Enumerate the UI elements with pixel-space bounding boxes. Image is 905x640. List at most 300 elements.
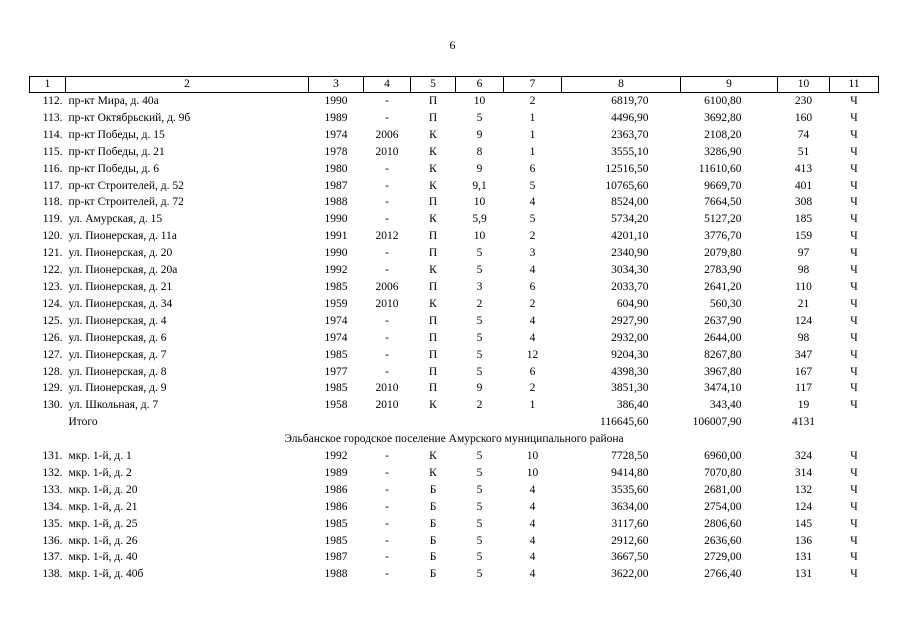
table-row: [30, 448, 879, 465]
living-area-cell: 2754,00: [704, 500, 742, 513]
ownership-cell: Ч: [850, 297, 858, 310]
living-area-cell: 3692,80: [704, 111, 742, 124]
address-cell: ул. Амурская, д. 15: [68, 213, 163, 226]
ownership-cell: Ч: [850, 500, 858, 513]
living-area-cell: 7070,80: [704, 466, 742, 479]
living-area-cell: 7664,50: [704, 196, 742, 209]
entrances-cell: 3: [529, 247, 536, 260]
address-cell: ул. Пионерская, д. 8: [68, 365, 167, 378]
floors-cell: 5: [476, 365, 483, 378]
floors-cell: 5: [476, 466, 483, 479]
total-area-cell: 3667,50: [611, 551, 649, 564]
address-cell: мкр. 1-й, д. 21: [68, 500, 138, 513]
address-cell: ул. Пионерская, д. 34: [68, 297, 173, 310]
entrances-cell: 6: [529, 162, 536, 175]
floors-cell: 5: [476, 314, 483, 327]
row-number-cell: [30, 414, 66, 431]
total-area-cell: 2912,60: [611, 534, 649, 547]
total-area-cell: 2363,70: [611, 128, 649, 141]
year-renovated-cell: -: [385, 365, 389, 378]
wall-material-cell: К: [429, 264, 437, 277]
year-built-cell: 1974: [324, 128, 348, 141]
living-area-cell: 9669,70: [704, 179, 742, 192]
total-area-cell: 7728,50: [611, 450, 649, 463]
total-area-cell: 604,90: [616, 297, 649, 310]
table-row: [30, 516, 879, 533]
year-renovated-cell: 2010: [375, 382, 399, 395]
entrances-cell: 10: [526, 450, 539, 463]
year-renovated-cell: -: [385, 466, 389, 479]
ownership-cell: Ч: [850, 213, 858, 226]
year-renovated-cell: -: [385, 331, 389, 344]
address-cell: ул. Пионерская, д. 20: [68, 247, 173, 260]
year-renovated-cell: 2012: [375, 230, 399, 243]
residents-cell: 98: [797, 331, 810, 344]
year-renovated-cell: -: [385, 247, 389, 260]
ownership-cell: Ч: [850, 145, 858, 158]
year-built-cell: 1992: [324, 450, 348, 463]
year-built-cell: 1988: [324, 568, 348, 581]
floors-cell: 8: [476, 145, 483, 158]
wall-material-cell: Б: [429, 568, 437, 581]
year-renovated-cell: -: [385, 348, 389, 361]
row-number-cell: 117.: [42, 179, 63, 192]
table-row: [30, 245, 879, 262]
entrances-cell: 2: [529, 297, 536, 310]
entrances-cell: 4: [529, 500, 536, 513]
ownership-cell: Ч: [850, 483, 858, 496]
row-number-cell: 138.: [42, 568, 63, 581]
row-number-cell: 127.: [42, 348, 63, 361]
total-area-cell: 3535,60: [611, 483, 649, 496]
residents-cell: 324: [794, 450, 813, 463]
row-number-cell: 128.: [42, 365, 63, 378]
table-row: [30, 127, 879, 144]
year-built-cell: 1986: [324, 483, 348, 496]
year-built-cell: 1989: [324, 466, 348, 479]
residents-cell: 159: [794, 230, 813, 243]
residents-cell: 230: [794, 95, 813, 107]
wall-material-cell: К: [429, 145, 437, 158]
wall-material-cell: П: [428, 365, 438, 378]
year-built-cell: 1986: [324, 500, 348, 513]
row-number-cell: 116.: [42, 162, 63, 175]
total-living-area-value: 106007,90: [692, 416, 742, 429]
total-area-cell: 4496,90: [611, 111, 649, 124]
living-area-cell: 2108,20: [704, 128, 742, 141]
table-row: [30, 262, 879, 279]
entrances-cell: 4: [529, 331, 536, 344]
total-area-cell: 8524,00: [611, 196, 649, 209]
floors-cell: 9: [476, 128, 483, 141]
year-renovated-cell: -: [385, 551, 389, 564]
section-row: [30, 431, 879, 448]
row-number-cell: 124.: [42, 297, 63, 310]
year-renovated-cell: -: [385, 500, 389, 513]
section-title: Эльбанское городское поселение Амурского муниципального района: [284, 433, 624, 446]
row-number-cell: 122.: [42, 264, 63, 277]
row-number-cell: 132.: [42, 466, 63, 479]
entrances-cell: 6: [529, 280, 536, 293]
address-cell: пр-кт Победы, д. 21: [68, 145, 165, 158]
total-area-cell: 3622,00: [611, 568, 649, 581]
living-area-cell: 3967,80: [704, 365, 742, 378]
residents-cell: 124: [794, 314, 813, 327]
row-number-cell: 112.: [42, 95, 63, 107]
wall-material-cell: П: [428, 111, 438, 124]
entrances-cell: 1: [529, 145, 536, 158]
entrances-cell: 4: [529, 314, 536, 327]
residents-cell: 136: [794, 534, 813, 547]
total-area-cell: 2033,70: [611, 280, 649, 293]
total-area-cell: 2932,00: [611, 331, 649, 344]
empty-cell: [456, 414, 504, 431]
wall-material-cell: К: [429, 213, 437, 226]
column-number-header: 2: [66, 77, 309, 93]
entrances-cell: 2: [529, 382, 536, 395]
address-cell: пр-кт Мира, д. 40а: [68, 95, 159, 107]
year-built-cell: 1990: [324, 213, 348, 226]
entrances-cell: 2: [529, 230, 536, 243]
living-area-cell: 6960,00: [704, 450, 742, 463]
page-number: 6: [449, 38, 456, 52]
floors-cell: 10: [473, 95, 486, 107]
ownership-cell: Ч: [850, 95, 858, 107]
wall-material-cell: П: [428, 95, 438, 107]
empty-cell: [411, 414, 456, 431]
table-row: [30, 93, 879, 110]
ownership-cell: Ч: [850, 230, 858, 243]
year-built-cell: 1990: [324, 247, 348, 260]
total-area-cell: 4201,10: [611, 230, 649, 243]
floors-cell: 5: [476, 500, 483, 513]
ownership-cell: Ч: [850, 568, 858, 581]
total-area-cell: 3851,30: [611, 382, 649, 395]
floors-cell: 5: [476, 551, 483, 564]
living-area-cell: 2783,90: [704, 264, 742, 277]
residents-cell: 131: [794, 551, 813, 564]
ownership-cell: Ч: [850, 466, 858, 479]
residents-cell: 74: [797, 128, 810, 141]
ownership-cell: Ч: [850, 264, 858, 277]
residents-cell: 124: [794, 500, 813, 513]
residents-cell: 21: [797, 297, 810, 310]
living-area-cell: 5127,20: [704, 213, 742, 226]
wall-material-cell: К: [429, 162, 437, 175]
row-number-cell: 125.: [42, 314, 63, 327]
year-built-cell: 1988: [324, 196, 348, 209]
year-built-cell: 1974: [324, 314, 348, 327]
living-area-cell: 3286,90: [704, 145, 742, 158]
empty-cell: [504, 414, 562, 431]
living-area-cell: 6100,80: [704, 95, 742, 107]
year-renovated-cell: -: [385, 213, 389, 226]
ownership-cell: Ч: [850, 551, 858, 564]
year-renovated-cell: -: [385, 95, 389, 107]
year-renovated-cell: -: [385, 534, 389, 547]
ownership-cell: Ч: [850, 517, 858, 530]
floors-cell: 9: [476, 382, 483, 395]
ownership-cell: Ч: [850, 534, 858, 547]
residents-cell: 413: [794, 162, 813, 175]
year-built-cell: 1985: [324, 280, 348, 293]
row-number-cell: 129.: [42, 382, 63, 395]
entrances-cell: 4: [529, 517, 536, 530]
address-cell: ул. Пионерская, д. 11а: [68, 230, 177, 243]
entrances-cell: 4: [529, 568, 536, 581]
address-cell: мкр. 1-й, д. 2: [68, 466, 132, 479]
year-built-cell: 1992: [324, 264, 348, 277]
year-renovated-cell: 2006: [375, 280, 399, 293]
floors-cell: 5: [476, 534, 483, 547]
ownership-cell: Ч: [850, 128, 858, 141]
total-area-cell: 3034,30: [611, 264, 649, 277]
total-area-cell: 4398,30: [611, 365, 649, 378]
year-renovated-cell: -: [385, 179, 389, 192]
table-row: [30, 211, 879, 228]
living-area-cell: 2644,00: [704, 331, 742, 344]
row-number-cell: 126.: [42, 331, 63, 344]
wall-material-cell: К: [429, 466, 437, 479]
residents-cell: 110: [795, 280, 812, 293]
address-cell: мкр. 1-й, д. 26: [68, 534, 138, 547]
row-number-cell: 115.: [42, 145, 63, 158]
wall-material-cell: П: [428, 230, 438, 243]
column-number-header: 11: [830, 77, 879, 93]
column-number-header: 8: [562, 77, 681, 93]
total-area-cell: 10765,60: [605, 179, 649, 192]
year-renovated-cell: -: [385, 568, 389, 581]
address-cell: ул. Пионерская, д. 7: [68, 348, 167, 361]
residents-cell: 308: [794, 196, 813, 209]
table-row: [30, 144, 879, 161]
year-built-cell: 1985: [324, 517, 348, 530]
column-number-header: 9: [681, 77, 778, 93]
row-number-cell: 114.: [42, 128, 63, 141]
residents-cell: 131: [794, 568, 813, 581]
year-built-cell: 1989: [324, 111, 348, 124]
row-number-cell: 113.: [42, 111, 63, 124]
living-area-cell: 2681,00: [704, 483, 742, 496]
year-renovated-cell: -: [385, 264, 389, 277]
row-number-cell: 130.: [42, 399, 63, 412]
residents-cell: 98: [797, 264, 810, 277]
total-residents-value: 4131: [792, 416, 815, 429]
entrances-cell: 5: [529, 179, 536, 192]
floors-cell: 5: [476, 568, 483, 581]
entrances-cell: 1: [529, 128, 536, 141]
wall-material-cell: П: [428, 348, 438, 361]
year-built-cell: 1977: [324, 365, 348, 378]
column-number-header: 4: [364, 77, 411, 93]
floors-cell: 5: [476, 517, 483, 530]
entrances-cell: 10: [526, 466, 539, 479]
row-number-cell: 135.: [42, 517, 63, 530]
floors-cell: 5: [476, 111, 483, 124]
total-label: Итого: [68, 416, 98, 429]
ownership-cell: Ч: [850, 111, 858, 124]
empty-cell: [364, 414, 411, 431]
total-area-cell: 9204,30: [611, 348, 649, 361]
wall-material-cell: К: [429, 450, 437, 463]
total-area-cell: 2927,90: [611, 314, 649, 327]
residents-cell: 145: [794, 517, 813, 530]
year-built-cell: 1990: [324, 95, 348, 107]
wall-material-cell: П: [428, 382, 438, 395]
living-area-cell: 3474,10: [704, 382, 742, 395]
wall-material-cell: К: [429, 399, 437, 412]
floors-cell: 5: [476, 483, 483, 496]
ownership-cell: Ч: [850, 331, 858, 344]
floors-cell: 5: [476, 247, 483, 260]
wall-material-cell: Б: [429, 517, 437, 530]
year-renovated-cell: 2010: [375, 399, 399, 412]
address-cell: ул. Пионерская, д. 9: [68, 382, 167, 395]
living-area-cell: 343,40: [709, 399, 742, 412]
residents-cell: 19: [797, 399, 810, 412]
address-cell: ул. Пионерская, д. 4: [68, 314, 167, 327]
year-renovated-cell: -: [385, 162, 389, 175]
ownership-cell: Ч: [850, 382, 858, 395]
table-row: [30, 110, 879, 127]
year-built-cell: 1987: [324, 179, 348, 192]
residents-cell: 347: [794, 348, 813, 361]
table-row: [30, 364, 879, 381]
address-cell: мкр. 1-й, д. 20: [68, 483, 138, 496]
column-number-header: 7: [504, 77, 562, 93]
address-cell: пр-кт Победы, д. 6: [68, 162, 159, 175]
address-cell: ул. Пионерская, д. 21: [68, 280, 173, 293]
address-cell: ул. Школьная, д. 7: [68, 399, 159, 412]
wall-material-cell: К: [429, 128, 437, 141]
row-number-cell: 131.: [42, 450, 63, 463]
column-number-header: 6: [456, 77, 504, 93]
row-number-cell: 134.: [42, 500, 63, 513]
wall-material-cell: Б: [429, 500, 437, 513]
year-renovated-cell: -: [385, 314, 389, 327]
year-built-cell: 1958: [324, 399, 348, 412]
empty-cell: [830, 414, 879, 431]
residents-cell: 185: [794, 213, 813, 226]
living-area-cell: 2806,60: [704, 517, 742, 530]
year-built-cell: 1985: [324, 382, 348, 395]
total-area-cell: 12516,50: [605, 162, 649, 175]
ownership-cell: Ч: [850, 280, 858, 293]
residents-cell: 97: [797, 247, 810, 260]
total-area-cell: 5734,20: [611, 213, 649, 226]
column-number-header: 5: [411, 77, 456, 93]
year-built-cell: 1987: [324, 551, 348, 564]
year-renovated-cell: -: [385, 517, 389, 530]
floors-cell: 5: [476, 348, 483, 361]
address-cell: пр-кт Октябрьский, д. 9б: [68, 111, 191, 124]
wall-material-cell: К: [429, 179, 437, 192]
ownership-cell: Ч: [850, 247, 858, 260]
row-number-cell: 119.: [42, 213, 63, 226]
row-number-cell: 118.: [42, 196, 63, 209]
column-number-header: 1: [30, 77, 66, 93]
residents-cell: 117: [795, 382, 812, 395]
wall-material-cell: П: [428, 196, 438, 209]
entrances-cell: 2: [529, 95, 536, 107]
floors-cell: 5: [476, 331, 483, 344]
living-area-cell: 8267,80: [704, 348, 742, 361]
table-header-row: [30, 77, 879, 93]
floors-cell: 2: [476, 399, 483, 412]
wall-material-cell: Б: [429, 551, 437, 564]
entrances-cell: 4: [529, 551, 536, 564]
table-row: [30, 549, 879, 566]
year-renovated-cell: -: [385, 450, 389, 463]
living-area-cell: 11610,60: [698, 162, 742, 175]
address-cell: мкр. 1-й, д. 1: [68, 450, 132, 463]
living-area-cell: 560,30: [709, 297, 742, 310]
floors-cell: 9: [476, 162, 483, 175]
total-area-cell: 3555,10: [611, 145, 649, 158]
table-row: [30, 347, 879, 364]
entrances-cell: 4: [529, 534, 536, 547]
floors-cell: 10: [473, 230, 486, 243]
address-cell: мкр. 1-й, д. 40: [68, 551, 138, 564]
floors-cell: 5: [476, 264, 483, 277]
total-area-cell: 2340,90: [611, 247, 649, 260]
floors-cell: 10: [473, 196, 486, 209]
year-built-cell: 1991: [324, 230, 348, 243]
living-area-cell: 2729,00: [704, 551, 742, 564]
wall-material-cell: Б: [429, 483, 437, 496]
wall-material-cell: Б: [429, 534, 437, 547]
address-cell: ул. Пионерская, д. 6: [68, 331, 167, 344]
table-row: [30, 566, 879, 583]
floors-cell: 5: [476, 450, 483, 463]
column-number-header: 3: [309, 77, 364, 93]
living-area-cell: 2637,90: [704, 314, 742, 327]
address-cell: мкр. 1-й, д. 25: [68, 517, 138, 530]
table-row: [30, 482, 879, 499]
total-row: [30, 414, 879, 431]
ownership-cell: Ч: [850, 450, 858, 463]
row-number-cell: 120.: [42, 230, 63, 243]
table-row: [30, 296, 879, 313]
entrances-cell: 4: [529, 196, 536, 209]
row-number-cell: 133.: [42, 483, 63, 496]
living-area-cell: 2636,60: [704, 534, 742, 547]
row-number-cell: 136.: [42, 534, 63, 547]
entrances-cell: 6: [529, 365, 536, 378]
total-area-cell: 386,40: [616, 399, 649, 412]
address-cell: пр-кт Строителей, д. 72: [68, 196, 184, 209]
table-row: [30, 499, 879, 516]
entrances-cell: 4: [529, 483, 536, 496]
residents-cell: 132: [794, 483, 813, 496]
table-row: [30, 194, 879, 211]
year-built-cell: 1980: [324, 162, 348, 175]
ownership-cell: Ч: [850, 179, 858, 192]
year-renovated-cell: -: [385, 111, 389, 124]
empty-cell: [309, 414, 364, 431]
total-area-cell: 6819,70: [611, 95, 649, 107]
entrances-cell: 1: [529, 111, 536, 124]
table-row: [30, 533, 879, 550]
living-area-cell: 3776,70: [704, 230, 742, 243]
living-area-cell: 2079,80: [704, 247, 742, 260]
entrances-cell: 4: [529, 264, 536, 277]
column-number-header: 10: [778, 77, 830, 93]
ownership-cell: Ч: [850, 196, 858, 209]
table-row: [30, 397, 879, 414]
entrances-cell: 5: [529, 213, 536, 226]
residents-cell: 401: [794, 179, 813, 192]
